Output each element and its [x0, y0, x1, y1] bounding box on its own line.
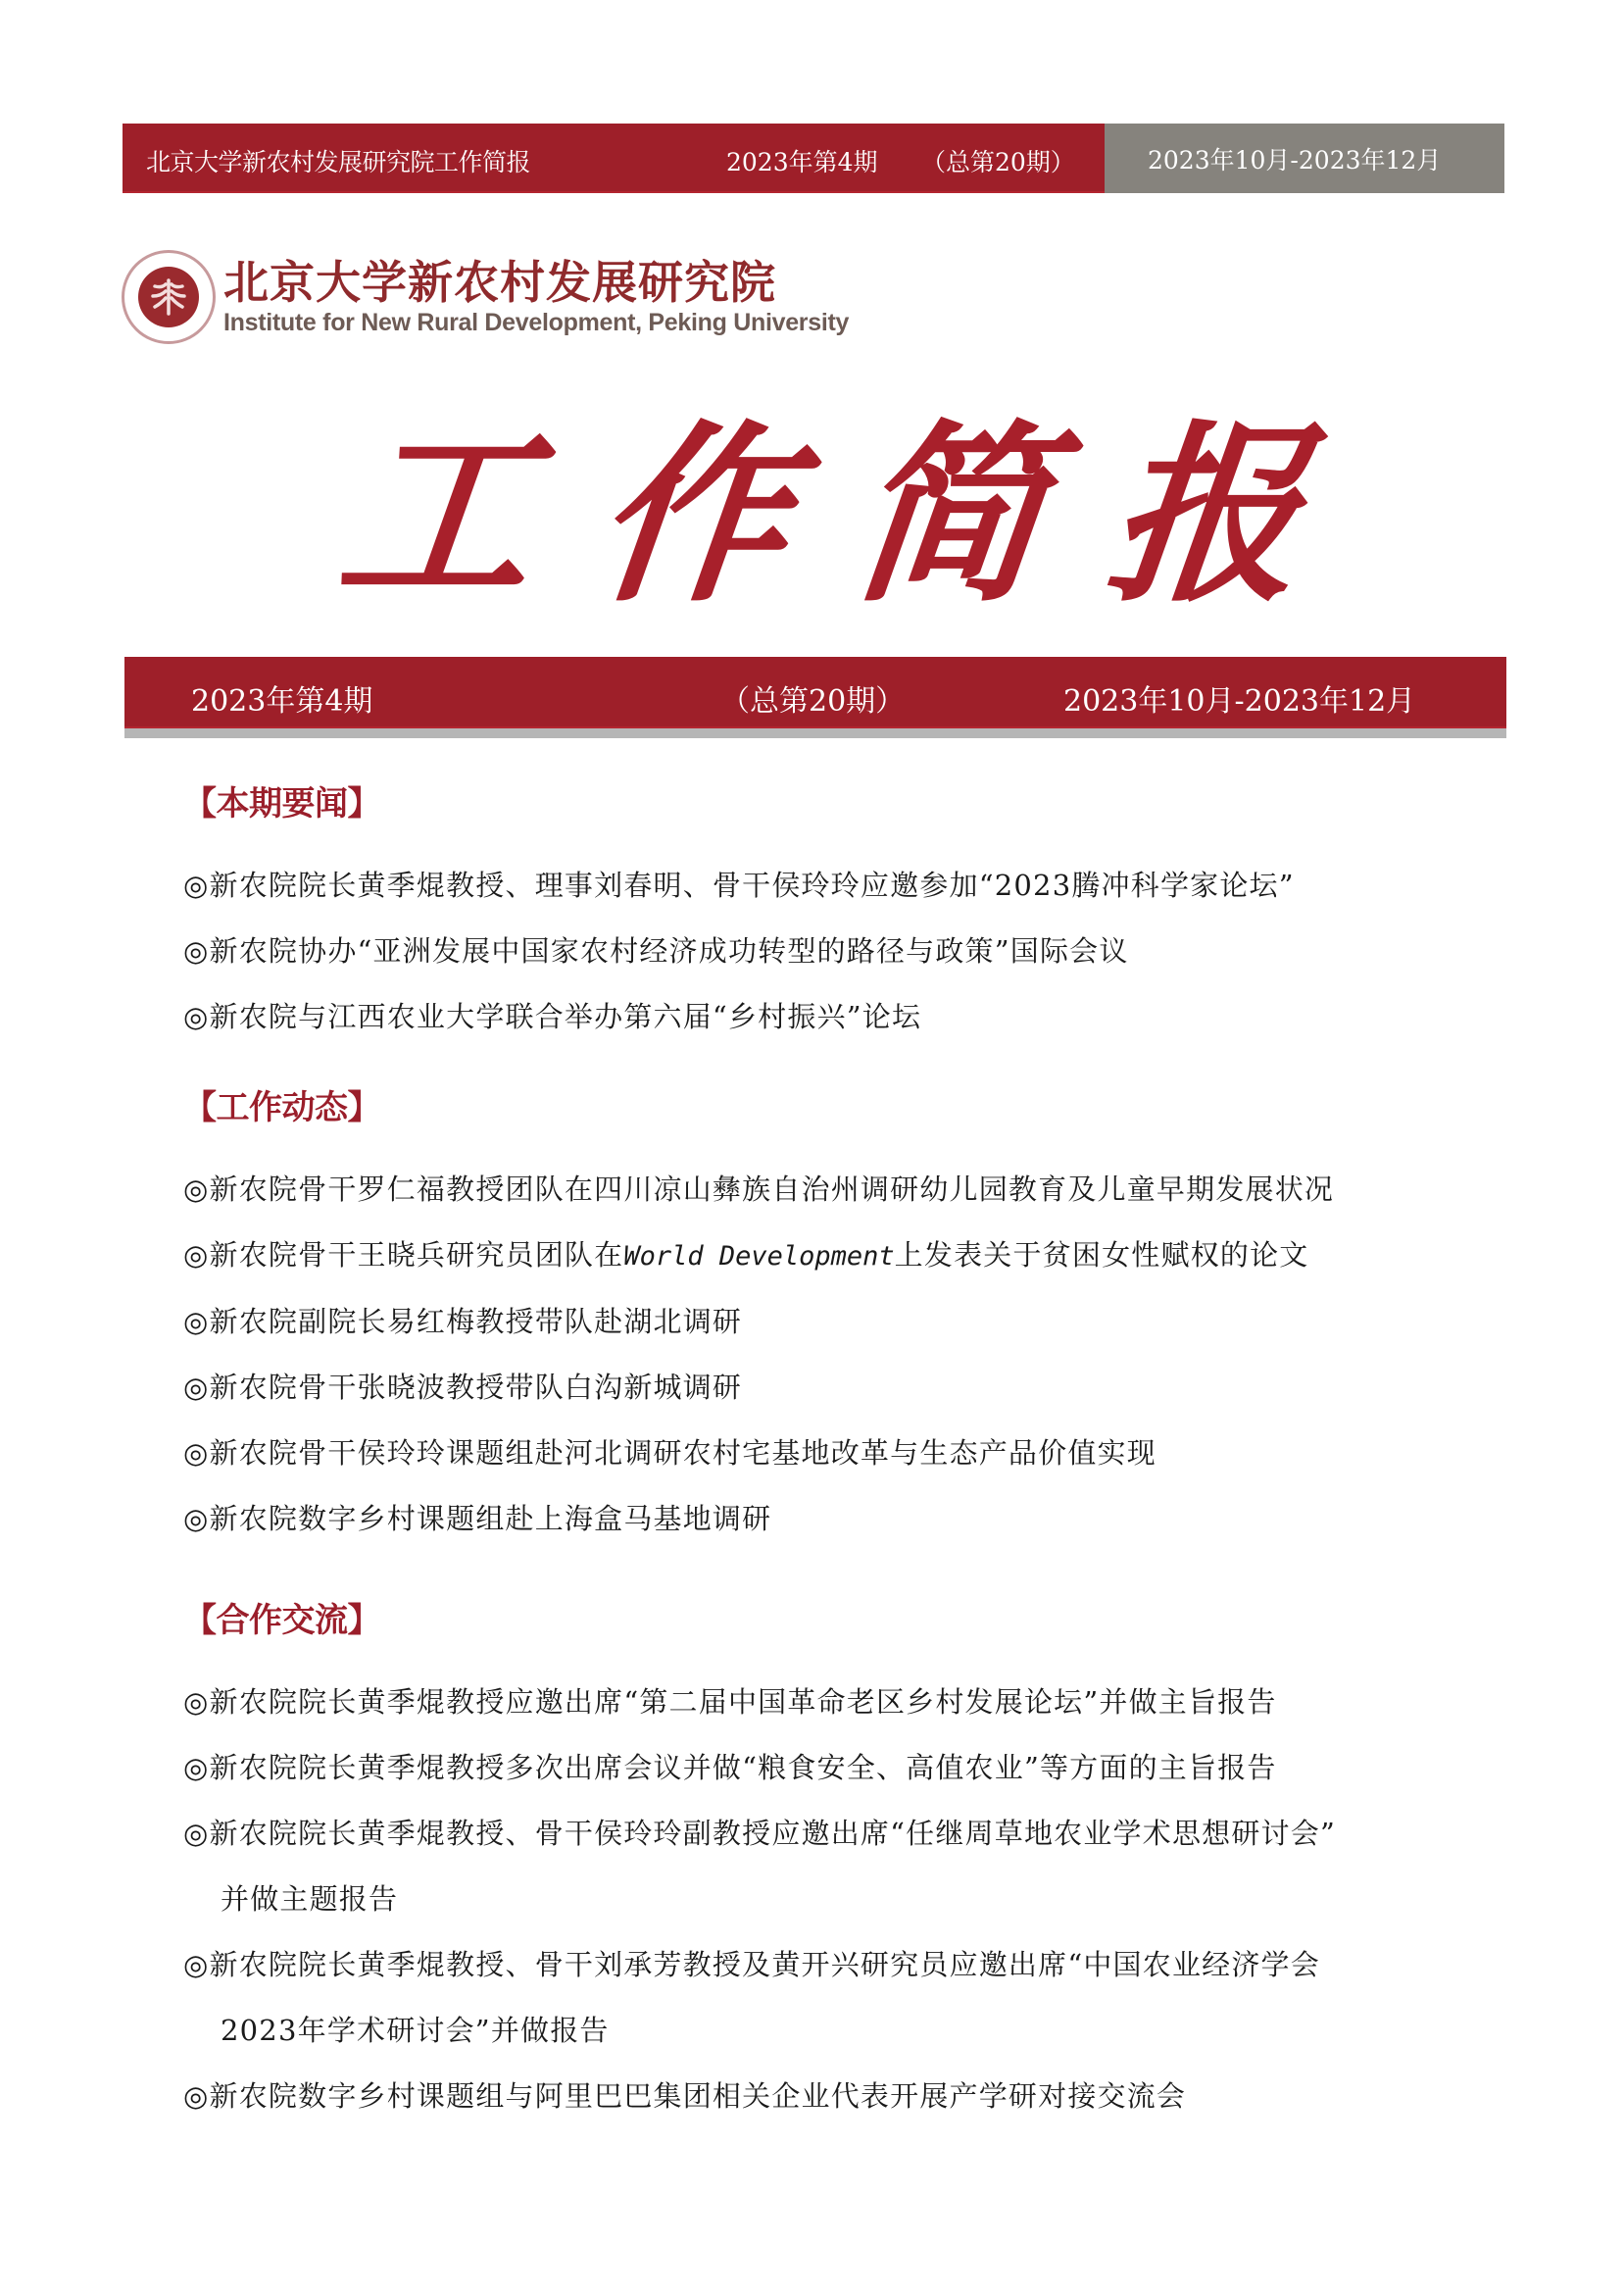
section-heading: 【本期要闻】 — [183, 784, 380, 824]
bullet-icon: ◎ — [183, 1305, 210, 1338]
bullet-icon: ◎ — [183, 1000, 210, 1033]
header-bar — [123, 124, 1504, 193]
section-heading: 【合作交流】 — [183, 1601, 380, 1640]
list-item: ◎新农院数字乡村课题组与阿里巴巴集团相关企业代表开展产学研对接交流会 — [183, 2064, 1555, 2129]
list-item: ◎新农院院长黄季焜教授、骨干刘承芳教授及黄开兴研究员应邀出席“中国农业经济学会 2023年学术研讨会”并做报告 — [183, 1932, 1555, 2064]
issue-period: 2023年10月-2023年12月 — [1063, 684, 1416, 719]
issue-number: 2023年第4期 — [191, 684, 373, 719]
bullet-icon: ◎ — [183, 1238, 210, 1272]
section-cooperation — [183, 1601, 1555, 2129]
list-item: ◎新农院院长黄季焜教授多次出席会议并做“粮食安全、高值农业”等方面的主旨报告 — [183, 1735, 1555, 1801]
list-item: ◎新农院骨干罗仁福教授团队在四川凉山彝族自治州调研幼儿园教育及儿童早期发展状况 — [183, 1157, 1555, 1223]
header-bar-red-section — [123, 124, 1105, 193]
section-highlights — [183, 784, 1555, 1050]
title-char: 工 — [329, 403, 556, 628]
issue-bar — [124, 657, 1506, 728]
list-item: ◎新农院副院长易红梅教授带队赴湖北调研 — [183, 1289, 1555, 1355]
bullet-icon: ◎ — [183, 869, 210, 902]
list-item: ◎新农院院长黄季焜教授应邀出席“第二届中国革命老区乡村发展论坛”并做主旨报告 — [183, 1670, 1555, 1735]
bullet-icon: ◎ — [183, 1948, 210, 1981]
bullet-icon: ◎ — [183, 934, 210, 968]
list-item: ◎新农院院长黄季焜教授、骨干侯玲玲副教授应邀出席“任继周草地农业学术思想研讨会” 并做主题报告 — [183, 1801, 1555, 1932]
bullet-icon: ◎ — [183, 1817, 210, 1850]
section-heading: 【工作动态】 — [183, 1088, 380, 1127]
bullet-icon: ◎ — [183, 1751, 210, 1784]
bullet-icon: ◎ — [183, 1436, 210, 1470]
bullet-icon: ◎ — [183, 1173, 210, 1206]
issue-number: 2023年第4期 — [726, 148, 878, 176]
bullet-icon: ◎ — [183, 1371, 210, 1404]
total-issue-number: （总第20期） — [720, 684, 906, 719]
list-item: ◎新农院骨干张晓波教授带队白沟新城调研 — [183, 1355, 1555, 1421]
list-item: ◎新农院骨干王晓兵研究员团队在World Development上发表关于贫困女性赋权的论文 — [183, 1223, 1555, 1289]
list-item: ◎新农院数字乡村课题组赴上海盒马基地调研 — [183, 1486, 1555, 1552]
issue-bar-shadow — [124, 728, 1506, 738]
publication-name: 北京大学新农村发展研究院工作简报 — [146, 148, 531, 176]
institute-name-en: Institute for New Rural Development, Peking University — [223, 309, 850, 336]
title-char: 简 — [841, 403, 1068, 628]
issue-period: 2023年10月-2023年12月 — [1148, 145, 1442, 175]
section-work-updates — [183, 1088, 1555, 1552]
title-char: 作 — [585, 403, 812, 628]
journal-name: World Development — [623, 1241, 895, 1272]
list-item: ◎新农院院长黄季焜教授、理事刘春明、骨干侯玲玲应邀参加“2023腾冲科学家论坛” — [183, 853, 1555, 919]
title-char: 报 — [1098, 403, 1324, 628]
bullet-icon: ◎ — [183, 2079, 210, 2113]
header-bar-period-section — [1105, 124, 1504, 193]
bullet-icon: ◎ — [183, 1685, 210, 1719]
list-item: ◎新农院与江西农业大学联合举办第六届“乡村振兴”论坛 — [183, 984, 1555, 1050]
peking-university-seal-icon — [122, 250, 216, 344]
list-item: ◎新农院骨干侯玲玲课题组赴河北调研农村宅基地改革与生态产品价值实现 — [183, 1421, 1555, 1486]
list-item: ◎新农院协办“亚洲发展中国家农村经济成功转型的路径与政策”国际会议 — [183, 919, 1555, 984]
list-item-continuation: 2023年学术研讨会”并做报告 — [221, 2014, 610, 2047]
institute-name-cn: 北京大学新农村发展研究院 — [223, 256, 776, 309]
total-issue-number: （总第20期） — [921, 148, 1075, 176]
institute-logo — [122, 250, 849, 344]
newsletter-title — [329, 377, 1324, 628]
list-item-continuation: 并做主题报告 — [221, 1882, 399, 1916]
bullet-icon: ◎ — [183, 1502, 210, 1535]
